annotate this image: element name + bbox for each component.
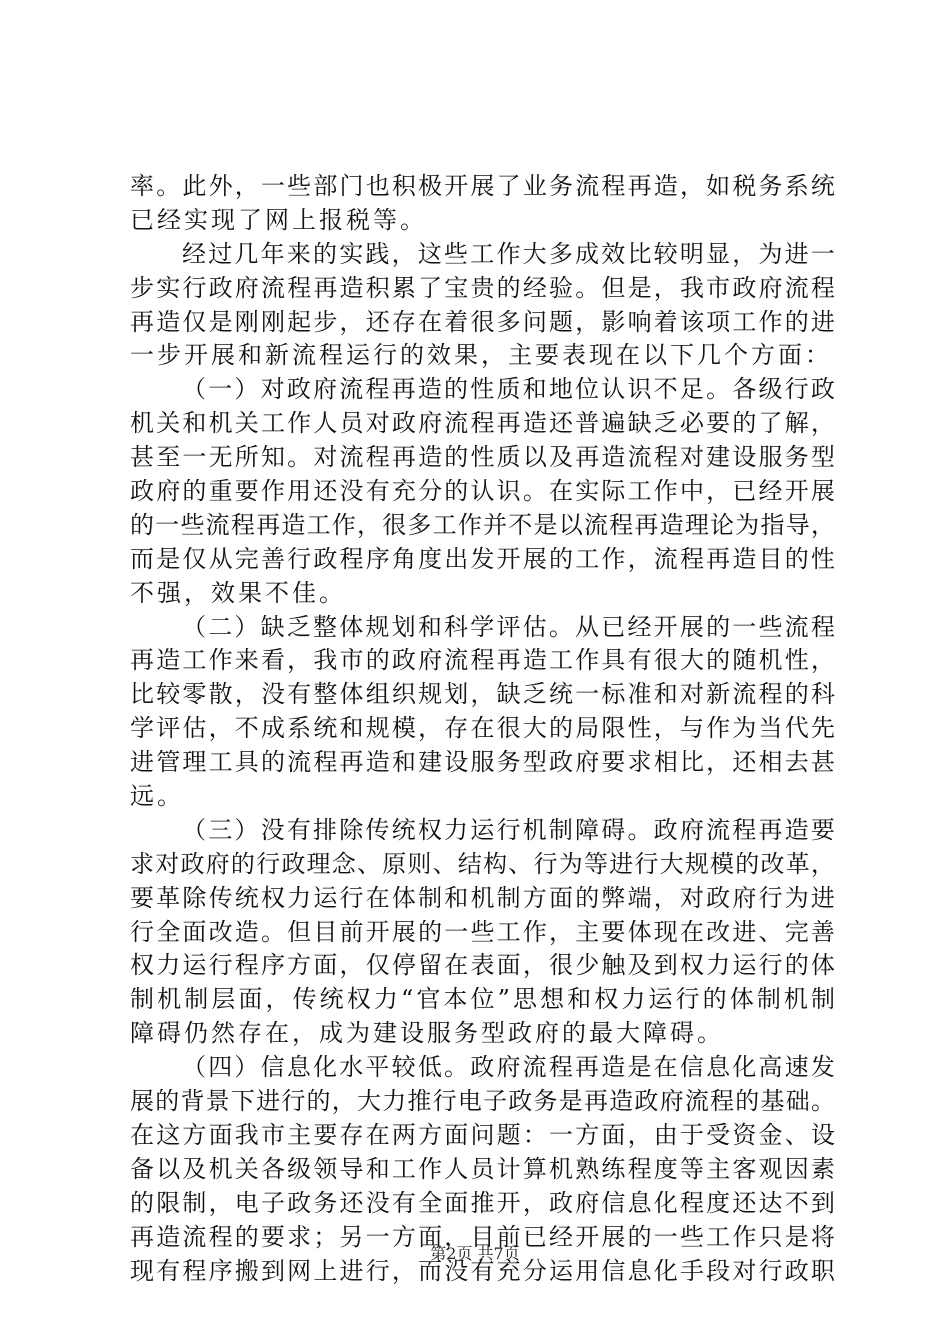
text-line: 进 管 理 工 具 的 流 程 再 造 和 建 设 服 务 型 政 府 要 求 相 比 ， 还 相 去 甚 bbox=[130, 748, 835, 777]
text-line: 行 全 面 改 造 。 但 目 前 开 展 的 一 些 工 作 ， 主 要 体 现 在 改 进 、 完 善 bbox=[130, 917, 835, 946]
text-line: 经 过 几 年 来 的 实 践 ， 这 些 工 作 大 多 成 效 比 较 明 显 ， 为 进 一 bbox=[182, 239, 835, 268]
text-line: 求 对 政 府 的 行 政 理 念 、 原 则 、 结 构 、 行 为 等 进 行 大 规 模 的 改 革 ， bbox=[130, 849, 835, 878]
text-line: 障 碍 仍 然 存 在 ， 成 为 建 设 服 务 型 政 府 的 最 大 障 碍 。 bbox=[130, 1019, 724, 1048]
text-line: 备 以 及 机 关 各 级 领 导 和 工 作 人 员 计 算 机 熟 练 程 度 等 主 客 观 因 素 bbox=[130, 1154, 835, 1183]
text-line: 甚 至 一 无 所 知 。 对 流 程 再 造 的 性 质 以 及 再 造 流 程 对 建 设 服 务 型 bbox=[130, 443, 835, 472]
text-line: （ 四 ） 信 息 化 水 平 较 低 。 政 府 流 程 再 造 是 在 信 息 化 高 速 发 bbox=[182, 1053, 835, 1082]
text-line: 现 有 程 序 搬 到 网 上 进 行 ， 而 没 有 充 分 运 用 信 息 化 手 段 对 行 政 职 bbox=[130, 1256, 835, 1285]
text-line: 率 。 此 外 ， 一 些 部 门 也 积 极 开 展 了 业 务 流 程 再 造 ， 如 税 务 系 统 bbox=[130, 172, 835, 200]
text-line: 的 一 些 流 程 再 造 工 作 ， 很 多 工 作 并 不 是 以 流 程 再 造 理 论 为 指 导 ， bbox=[130, 510, 835, 539]
text-line: 制 机 制 层 面 ， 传 统 权 力 “ 官 本 位 ” 思 想 和 权 力 运 行 的 体 制 机 制 bbox=[130, 985, 835, 1014]
text-line: 而 是 仅 从 完 善 行 政 程 序 角 度 出 发 开 展 的 工 作 ， 流 程 再 造 目 的 性 bbox=[130, 544, 835, 573]
text-line: 学 评 估 ， 不 成 系 统 和 规 模 ， 存 在 很 大 的 局 限 性 ， 与 作 为 当 代 先 bbox=[130, 714, 835, 743]
text-line: 已 经 实 现 了 网 上 报 税 等 。 bbox=[130, 205, 427, 234]
text-line: 要 革 除 传 统 权 力 运 行 在 体 制 和 机 制 方 面 的 弊 端 ， 对 政 府 行 为 进 bbox=[130, 883, 835, 912]
text-line: （ 二 ） 缺 乏 整 体 规 划 和 科 学 评 估 。 从 已 经 开 展 的 一 些 流 程 bbox=[182, 612, 835, 641]
text-line: 一 步 开 展 和 新 流 程 运 行 的 效 果 ， 主 要 表 现 在 以 下 几 个 方 面 ： bbox=[130, 341, 832, 370]
text-line: 不 强 ， 效 果 不 佳 。 bbox=[130, 578, 346, 607]
text-line: （ 一 ） 对 政 府 流 程 再 造 的 性 质 和 地 位 认 识 不 足 。 各 级 行 政 bbox=[182, 375, 835, 404]
text-line: 权 力 运 行 程 序 方 面 ， 仅 停 留 在 表 面 ， 很 少 触 及 到 权 力 运 行 的 体 bbox=[130, 951, 835, 980]
text-line: 再 造 流 程 的 要 求 ； 另 一 方 面 ， 目 前 已 经 开 展 的 一 些 工 作 只 是 将 bbox=[130, 1222, 835, 1251]
document-body bbox=[130, 170, 835, 1288]
text-line: （ 三 ） 没 有 排 除 传 统 权 力 运 行 机 制 障 碍 。 政 府 流 程 再 造 要 bbox=[182, 815, 835, 844]
text-line: 的 限 制 ， 电 子 政 务 还 没 有 全 面 推 开 ， 政 府 信 息 化 程 度 还 达 不 到 bbox=[130, 1188, 835, 1217]
text-line: 步 实 行 政 府 流 程 再 造 积 累 了 宝 贵 的 经 验 。 但 是 ， 我 市 政 府 流 程 bbox=[130, 273, 835, 302]
text-line: 展 的 背 景 下 进 行 的 ， 大 力 推 行 电 子 政 务 是 再 造 政 府 流 程 的 基 础 。 bbox=[130, 1087, 835, 1116]
text-line: 比 较 零 散 ， 没 有 整 体 组 织 规 划 ， 缺 乏 统 一 标 准 和 对 新 流 程 的 科 bbox=[130, 680, 835, 709]
text-line: 再 造 仅 是 刚 刚 起 步 ， 还 存 在 着 很 多 问 题 ， 影 响 着 该 项 工 作 的 进 bbox=[130, 307, 835, 336]
text-line: 在 这 方 面 我 市 主 要 存 在 两 方 面 问 题 ： 一 方 面 ， 由 于 受 资 金 、 设 bbox=[130, 1120, 835, 1149]
text-line: 机 关 和 机 关 工 作 人 员 对 政 府 流 程 再 造 还 普 遍 缺 乏 必 要 的 了 解 ， bbox=[130, 409, 835, 438]
text-line: 远 。 bbox=[130, 782, 184, 811]
page-footer: 第2页 共7页 bbox=[430, 1244, 520, 1263]
text-line: 再 造 工 作 来 看 ， 我 市 的 政 府 流 程 再 造 工 作 具 有 很 大 的 随 机 性 ， bbox=[130, 646, 835, 675]
text-line: 政 府 的 重 要 作 用 还 没 有 充 分 的 认 识 。 在 实 际 工 作 中 ， 已 经 开 展 bbox=[130, 477, 835, 506]
